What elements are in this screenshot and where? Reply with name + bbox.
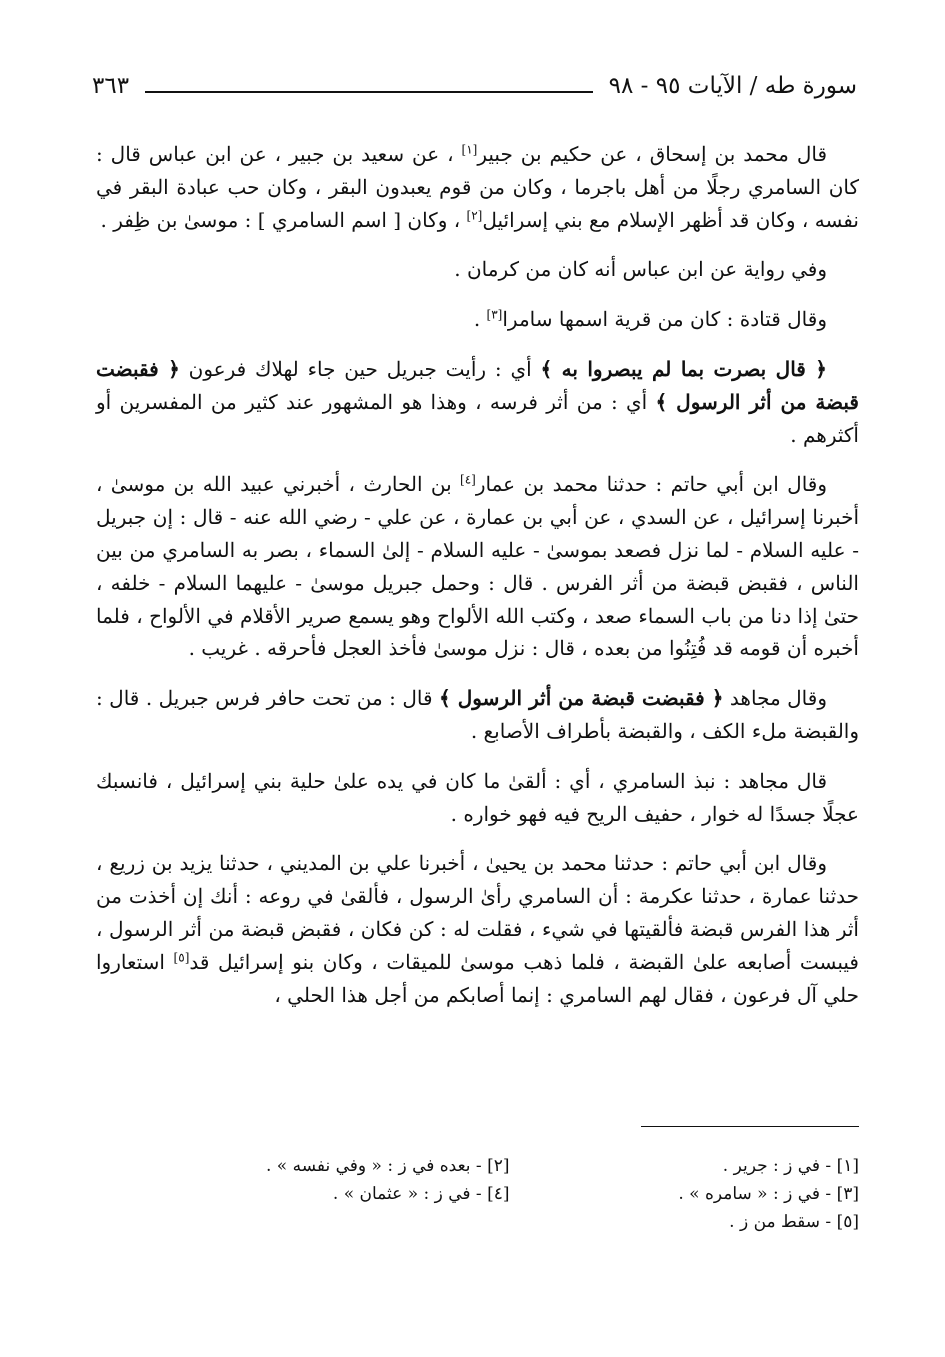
footnote-ref-3: [٣] xyxy=(486,307,503,322)
page-number: ٣٦٣ xyxy=(92,73,130,99)
quran-quote: ﴿ فقبضت قبضة من أثر الرسول ﴾ xyxy=(96,356,859,414)
footnote-ref-2: [٢] xyxy=(466,207,483,222)
footnotes xyxy=(160,1152,859,1236)
footnote-ref-5: [٥] xyxy=(173,950,190,965)
running-header xyxy=(92,66,857,106)
paragraph-ibn-ishaq: قال محمد بن إسحاق ، عن حكيم بن جبير[١] ، عن سعيد بن جبير ، عن ابن عباس قال : كان السامري رجلًا من أهل باجرما ، وكان من قوم يعبدون البقر ، وكان حب عبادة البقر في نفسه ، وكان قد أظهر الإسلام مع بني إسرائيل[٢] ، وكان [ اسم السامري ] : موسىٰ بن ظِفر . xyxy=(96,142,859,232)
footnote-5: [٥] - سقط من ز . xyxy=(729,1212,859,1232)
footnote-1: [١] - في ز : جرير . xyxy=(722,1156,859,1176)
footnote-4: [٤] - في ز : « عثمان » . xyxy=(332,1184,510,1204)
footnote-row xyxy=(160,1152,859,1180)
footnote-2: [٢] - بعده في ز : « وفي نفسه » . xyxy=(265,1156,510,1176)
paragraph-tafsir-verse: ﴿ قال بصرت بما لم يبصروا به ﴾ أي : رأيت جبريل حين جاء لهلاك فرعون ﴿ فقبضت قبضة من أثر الرسول ﴾ أي : من أثر فرسه ، وهذا هو المشهور عند كثير من المفسرين أو أكثرهم . xyxy=(96,356,859,447)
paragraph-qatada: وقال قتادة : كان من قرية اسمها سامرا[٣] . xyxy=(473,307,827,332)
main-text xyxy=(96,138,859,1028)
paragraph-ibn-abi-hatim-1: وقال ابن أبي حاتم : حدثنا محمد بن عمار[٤] بن الحارث ، أخبرني عبيد الله بن موسىٰ ، أخبرنا إسرائيل ، عن السدي ، عن أبي بن عمارة ، عن علي - رضي الله عنه - قال : إن جبريل - عليه السلام - لما نزل فصعد بموسىٰ - عليه السلام - إلىٰ السماء ، بصر به السامري من بين الناس ، فقبض قبضة من أثر الفرس . قال : وحمل جبريل موسىٰ - عليهما السلام - خلفه ، حتىٰ إذا دنا من باب السماء صعد ، وكتب الله الألواح وهو يسمع صرير الأقلام في الألواح ، فلما أخبره أن قومه قد فُتِنُوا من بعده ، قال : نزل موسىٰ فأخذ العجل فأحرقه . غريب . xyxy=(96,472,859,661)
surah-title: سورة طه / الآيات ٩٥ - ٩٨ xyxy=(608,73,857,99)
paragraph-ibn-abbas-riwaya: وفي رواية عن ابن عباس أنه كان من كرمان . xyxy=(454,257,827,282)
footnote-ref-4: [٤] xyxy=(460,472,476,487)
header-rule xyxy=(145,91,593,93)
footnote-3: [٣] - في ز : « سامره » . xyxy=(678,1184,859,1204)
quran-quote: ﴿ فقبضت قبضة من أثر الرسول ﴾ xyxy=(438,686,724,711)
paragraph-mujahid-1: وقال مجاهد ﴿ فقبضت قبضة من أثر الرسول ﴾ قال : من تحت حافر فرس جبريل . قال : والقبضة ملء الكف ، والقبضة بأطراف الأصابع . xyxy=(96,686,859,743)
footnote-separator xyxy=(641,1126,859,1127)
footnote-ref-1: [١] xyxy=(461,142,478,157)
paragraph-ibn-abi-hatim-2: وقال ابن أبي حاتم : حدثنا محمد بن يحيىٰ ، أخبرنا علي بن المديني ، حدثنا يزيد بن زريع ، حدثنا عمارة ، حدثنا عكرمة : أن السامري رأىٰ الرسول ، فألقىٰ في روعه : أنك إن أخذت من أثر هذا الفرس قبضة فألقيتها في شيء ، فقلت له : كن فكان ، فقبض قبضة من أثر الرسول ، فيبست أصابعه علىٰ القبضة ، فلما ذهب موسىٰ للميقات ، وكان بنو إسرائيل قد[٥] استعاروا حلي آل فرعون ، فقال لهم السامري : إنما أصابكم من أجل هذا الحلي ، xyxy=(96,851,859,1007)
footnote-row xyxy=(160,1208,859,1236)
footnote-row xyxy=(160,1180,859,1208)
paragraph-mujahid-2: قال مجاهد : نبذ السامري ، أي : ألقىٰ ما كان في يده علىٰ حلية بني إسرائيل ، فانسبك عجلًا جسدًا له خوار ، حفيف الريح فيه فهو خواره . xyxy=(96,768,859,826)
quran-quote: ﴿ قال بصرت بما لم يبصروا به ﴾ xyxy=(540,356,827,381)
